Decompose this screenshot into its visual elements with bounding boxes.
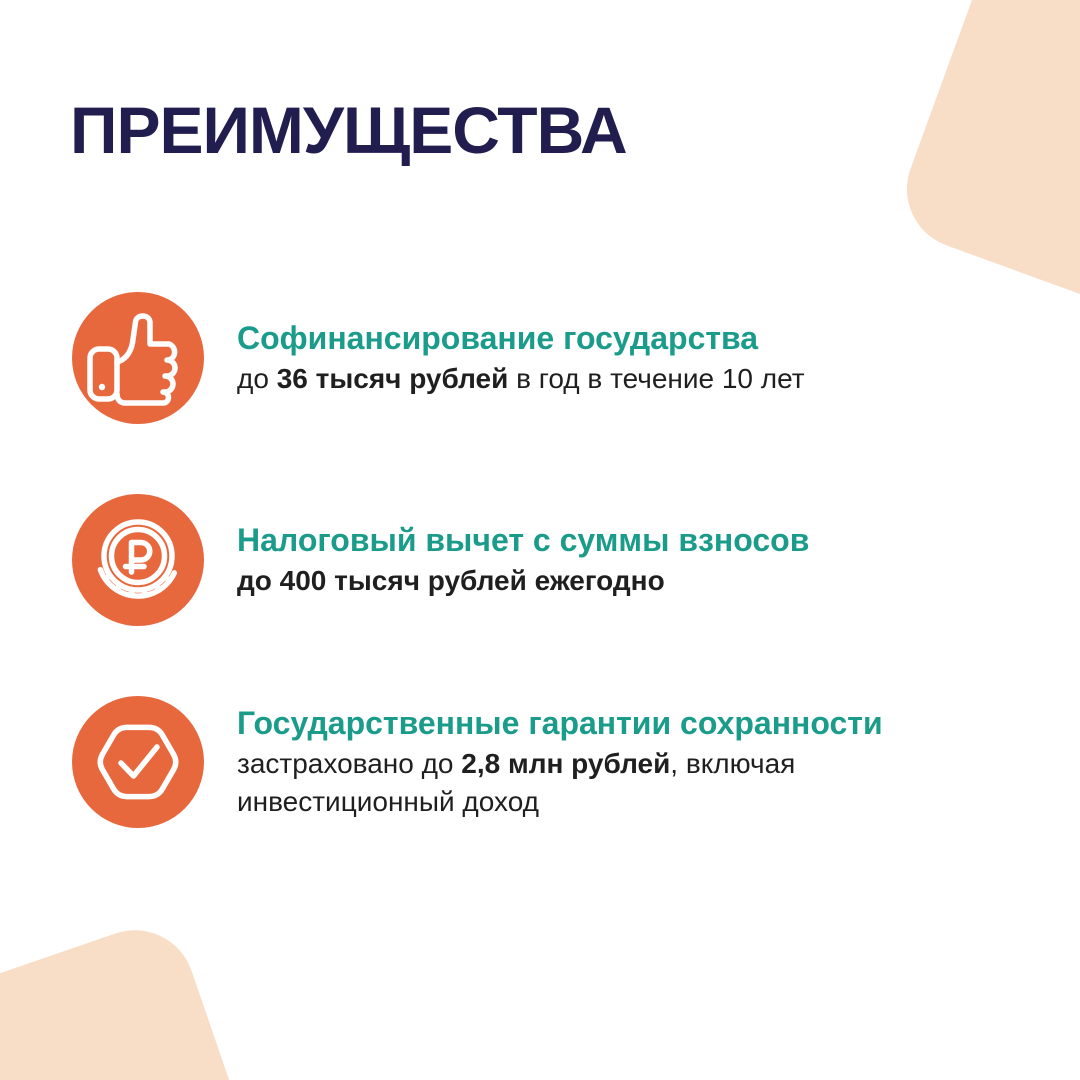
ruble-sign (126, 543, 150, 573)
benefits-list (72, 292, 927, 828)
benefit-body (237, 745, 927, 821)
benefit-text (237, 703, 927, 821)
benefit-text (237, 520, 927, 600)
ruble-coin-icon (72, 494, 204, 626)
benefit-heading: Налоговый вычет с суммы взносов (237, 522, 810, 558)
body-text-regular: застраховано до (237, 748, 462, 779)
body-text-regular: , включая инвестиционный доход (237, 748, 796, 817)
hexagon-outline (100, 727, 176, 796)
list-item (72, 494, 927, 626)
benefit-body (237, 562, 927, 600)
body-text-bold: 36 тысяч рублей (276, 363, 509, 394)
thumbs-up-phone-icon (72, 292, 204, 424)
page-title: ПРЕИМУЩЕСТВА (70, 93, 627, 168)
benefit-icon-circle (72, 696, 204, 828)
check-mark (121, 747, 157, 776)
body-text-regular: в год в течение 10 лет (508, 363, 805, 394)
decorative-shape-bottom-left (0, 914, 309, 1080)
body-text-regular: до (237, 363, 277, 394)
hexagon-check-icon (72, 696, 204, 828)
benefit-body (237, 360, 927, 398)
list-item (72, 292, 927, 424)
list-item (72, 696, 927, 828)
benefit-heading: Софинансирование государства (237, 320, 759, 356)
body-text-bold: 2,8 млн рублей (461, 748, 671, 779)
benefit-heading: Государственные гарантии сохранности (237, 705, 883, 741)
phone-button-dot (99, 384, 105, 390)
benefit-text (237, 318, 927, 398)
body-text-bold: до 400 тысяч рублей ежегодно (237, 565, 665, 596)
benefit-icon-circle (72, 292, 204, 424)
benefit-icon-circle (72, 494, 204, 626)
